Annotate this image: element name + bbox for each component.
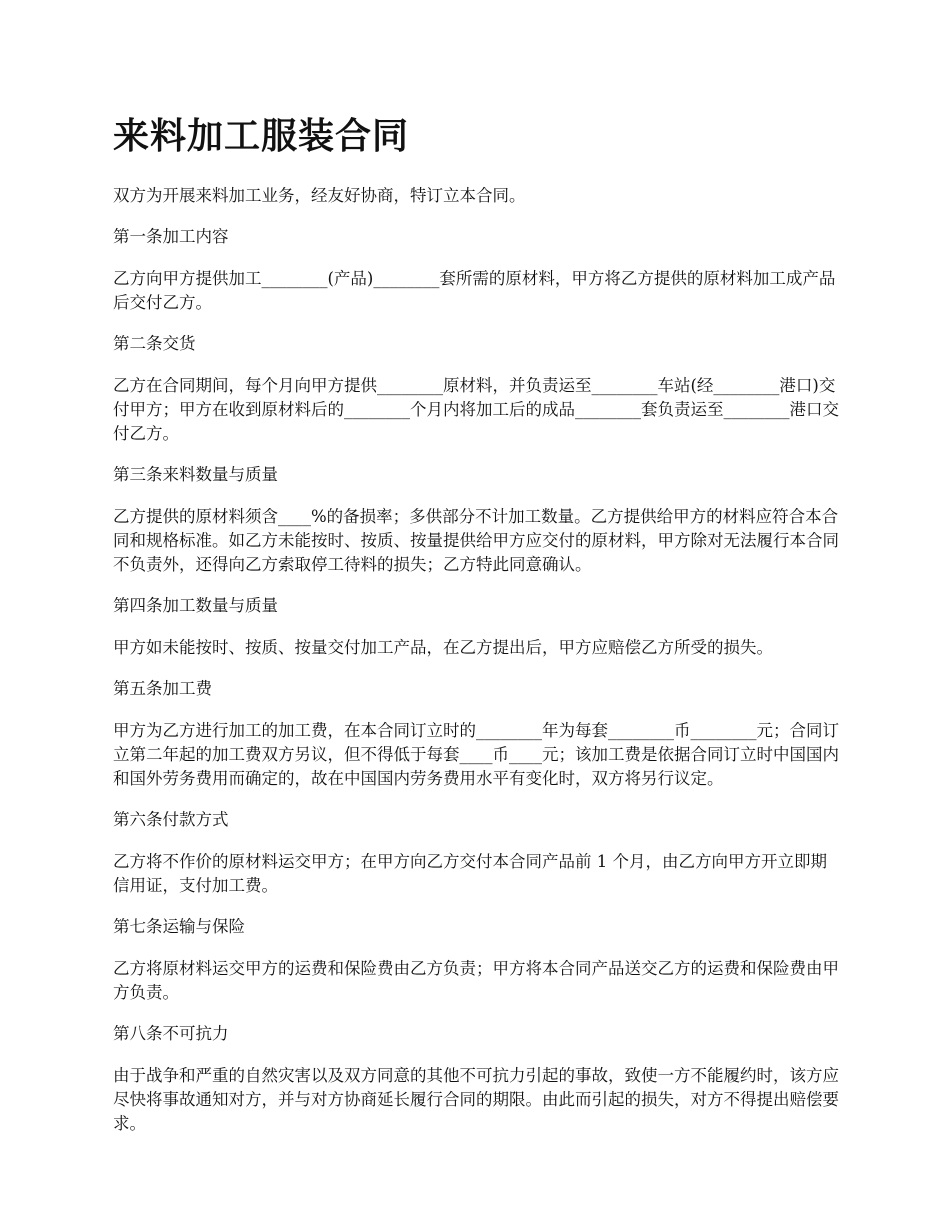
article-2-body: 乙方在合同期间，每个月向甲方提供________原材料，并负责运至________车站(经________港口)交付甲方；甲方在收到原材料后的________个月内将加工后的成品________套负责运至________港口交付乙方。 <box>113 376 839 443</box>
article-3-body: 乙方提供的原材料须含____%的备损率；多供部分不计加工数量。乙方提供给甲方的材料应符合本合同和规格标准。如乙方未能按时、按质、按量提供给甲方应交付的原材料，甲方除对无法履行本合同不负责外，还得向乙方索取停工待料的损失；乙方特此同意确认。 <box>113 507 839 574</box>
article-6-heading: 第六条付款方式 <box>113 810 229 829</box>
document-title: 来料加工服装合同 <box>113 115 410 157</box>
article-4-body: 甲方如未能按时、按质、按量交付加工产品，在乙方提出后，甲方应赔偿乙方所受的损失。 <box>113 638 773 657</box>
article-3-heading: 第三条来料数量与质量 <box>113 465 278 484</box>
article-1-body: 乙方向甲方提供加工________(产品)________套所需的原材料，甲方将乙方提供的原材料加工成产品后交付乙方。 <box>113 269 836 312</box>
intro-paragraph: 双方为开展来料加工业务，经友好协商，特订立本合同。 <box>113 186 526 205</box>
article-7-heading: 第七条运输与保险 <box>113 917 245 936</box>
article-7-body: 乙方将原材料运交甲方的运费和保险费由乙方负责；甲方将本合同产品送交乙方的运费和保险费由甲方负责。 <box>113 959 839 1002</box>
article-8-heading: 第八条不可抗力 <box>113 1024 229 1043</box>
document-page <box>113 110 843 1153</box>
article-2-heading: 第二条交货 <box>113 334 196 353</box>
article-5-heading: 第五条加工费 <box>113 679 212 698</box>
article-6-body: 乙方将不作价的原材料运交甲方；在甲方向乙方交付本合同产品前 1 个月，由乙方向甲方开立即期信用证，支付加工费。 <box>113 852 827 895</box>
article-5-body: 甲方为乙方进行加工的加工费，在本合同订立时的________年为每套________币________元；合同订立第二年起的加工费双方另议，但不得低于每套____币____元；该加工费是依据合同订立时中国国内和国外劳务费用而确定的，故在中国国内劳务费用水平有变化时，双方将另行议定。 <box>113 721 839 788</box>
article-8-body: 由于战争和严重的自然灾害以及双方同意的其他不可抗力引起的事故，致使一方不能履约时，该方应尽快将事故通知对方，并与对方协商延长履行合同的期限。由此而引起的损失，对方不得提出赔偿要求。 <box>113 1066 839 1133</box>
article-4-heading: 第四条加工数量与质量 <box>113 596 278 615</box>
article-1-heading: 第一条加工内容 <box>113 227 229 246</box>
